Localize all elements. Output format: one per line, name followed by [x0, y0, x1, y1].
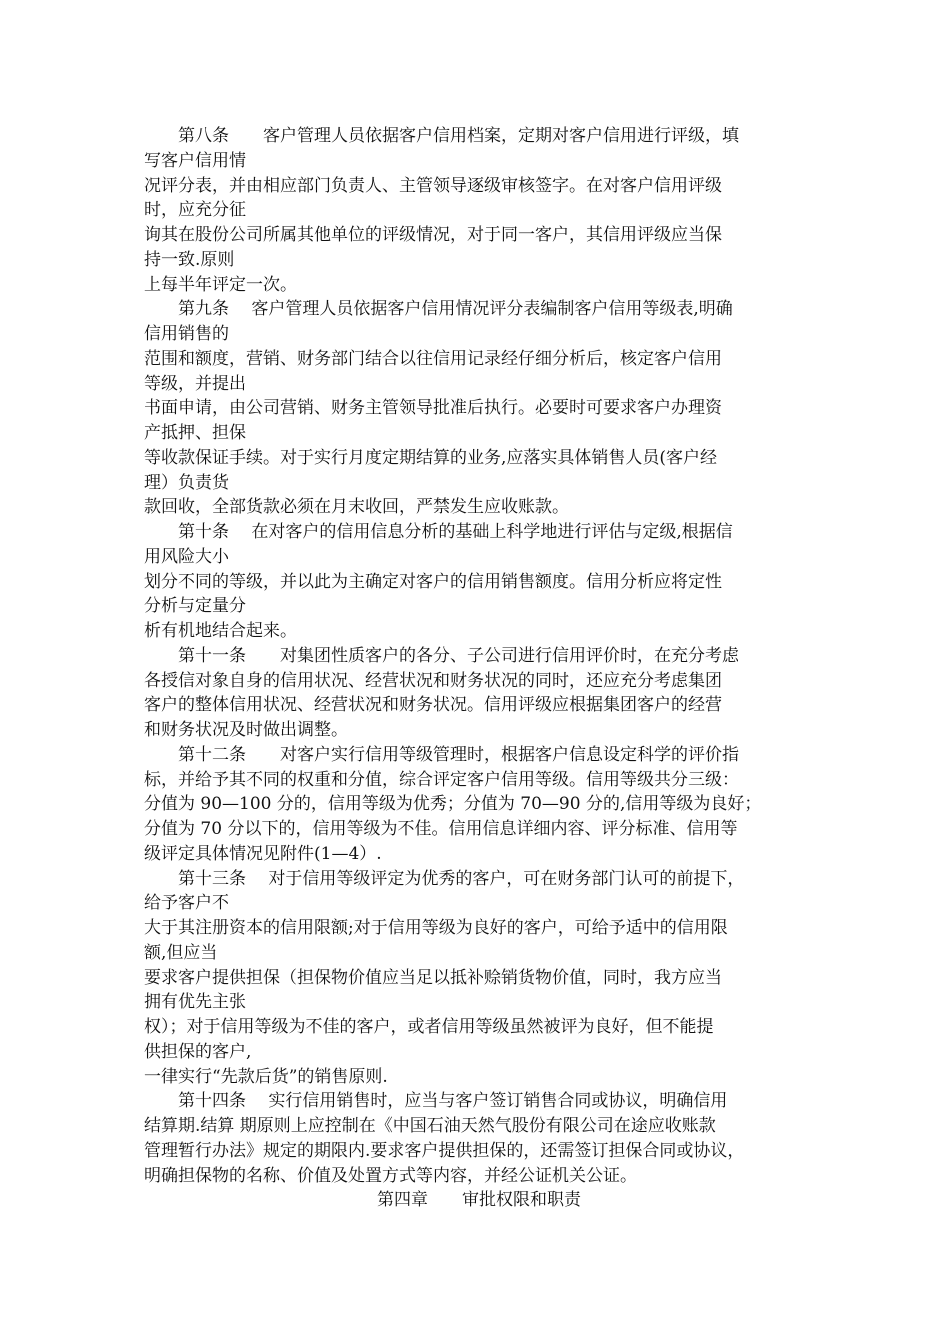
paragraph-line: 分值为 90—100 分的，信用等级为优秀；分值为 70—90 分的,信用等级为良好； [144, 794, 762, 815]
article-start-line: 第九条 客户管理人员依据客户信用情况评分表编制客户信用等级表,明确 [178, 299, 733, 320]
paragraph-line: 产抵押、担保 [144, 423, 246, 443]
paragraph-line: 询其在股份公司所属其他单位的评级情况，对于同一客户，其信用评级应当保 [144, 225, 722, 245]
paragraph-line: 给予客户不 [144, 893, 229, 914]
paragraph-line: 权）；对于信用等级为不佳的客户，或者信用等级虽然被评为良好，但不能提 [144, 1017, 714, 1037]
paragraph-line: 结算期.结算 期原则上应控制在《中国石油天然气股份有限公司在途应收账款 [144, 1116, 716, 1136]
paragraph-line: 要求客户提供担保（担保物价值应当足以抵补赊销货物价值，同时，我方应当 [144, 967, 722, 988]
article-start-line: 第十二条 对客户实行信用等级管理时，根据客户信息设定科学的评价指 [178, 744, 739, 765]
paragraph-line: 用风险大小 [144, 546, 229, 567]
paragraph-line: 信用销售的 [144, 324, 229, 344]
paragraph-line: 款回收，全部货款必须在月末收回，严禁发生应收账款。 [144, 497, 569, 518]
paragraph-line: 况评分表，并由相应部门负责人、主管领导逐级审核签字。在对客户信用评级 [144, 175, 722, 196]
paragraph-line: 供担保的客户, [144, 1041, 252, 1062]
paragraph-line: 书面申请，由公司营销、财务主管领导批准后执行。必要时可要求客户办理资 [144, 398, 722, 419]
paragraph-line: 时，应充分征 [144, 200, 246, 221]
paragraph-line: 划分不同的等级，并以此为主确定对客户的信用销售额度。信用分析应将定性 [144, 571, 722, 592]
paragraph-line: 大于其注册资本的信用限额;对于信用等级为良好的客户，可给予适中的信用限 [144, 918, 728, 938]
paragraph-line: 分析与定量分 [144, 596, 246, 617]
document-body [144, 124, 814, 1213]
article-start-line: 第十条 在对客户的信用信息分析的基础上科学地进行评估与定级,根据信 [178, 522, 733, 542]
article-start-line: 第十一条 对集团性质客户的各分、子公司进行信用评价时，在充分考虑 [178, 645, 739, 666]
article-start-line: 第十三条 对于信用等级评定为优秀的客户，可在财务部门认可的前提下， [178, 868, 745, 889]
paragraph-line: 理）负责货 [144, 472, 229, 493]
article-start-line: 第十四条 实行信用销售时，应当与客户签订销售合同或协议，明确信用 [178, 1091, 728, 1112]
article-start-line: 第八条 客户管理人员依据客户信用档案，定期对客户信用进行评级，填 [178, 126, 739, 146]
paragraph-line: 析有机地结合起来。 [144, 621, 297, 641]
paragraph-line: 范围和额度，营销、财务部门结合以往信用记录经仔细分析后，核定客户信用 [144, 348, 722, 369]
paragraph-line: 持一致.原则 [144, 249, 235, 270]
paragraph-line: 级评定具体情况见附件(1—4）. [144, 843, 382, 864]
paragraph-line: 管理暂行办法》规定的期限内.要求客户提供担保的，还需签订担保合同或协议， [144, 1140, 745, 1161]
paragraph-line: 标，并给予其不同的权重和分值，综合评定客户信用等级。信用等级共分三级： [144, 769, 739, 790]
chapter-heading: 第四章 审批权限和职责 [377, 1190, 581, 1211]
paragraph-line: 等级，并提出 [144, 373, 246, 394]
paragraph-line: 各授信对象自身的信用状况、经营状况和财务状况的同时，还应充分考虑集团 [144, 670, 722, 691]
paragraph-line: 等收款保证手续。对于实行月度定期结算的业务,应落实具体销售人员(客户经 [144, 447, 718, 468]
paragraph-line: 一律实行“先款后货”的销售原则. [144, 1066, 388, 1087]
paragraph-line: 分值为 70 分以下的，信用等级为不佳。信用信息详细内容、评分标准、信用等 [144, 819, 738, 839]
paragraph-line: 和财务状况及时做出调整。 [144, 720, 348, 740]
paragraph-line: 写客户信用情 [144, 150, 246, 171]
paragraph-line: 客户的整体信用状况、经营状况和财务状况。信用评级应根据集团客户的经营 [144, 695, 722, 716]
paragraph-line: 上每半年评定一次。 [144, 274, 297, 295]
paragraph-line: 拥有优先主张 [144, 992, 246, 1013]
paragraph-line: 明确担保物的名称、价值及处置方式等内容，并经公证机关公证。 [144, 1165, 637, 1186]
paragraph-line: 额,但应当 [144, 942, 218, 963]
